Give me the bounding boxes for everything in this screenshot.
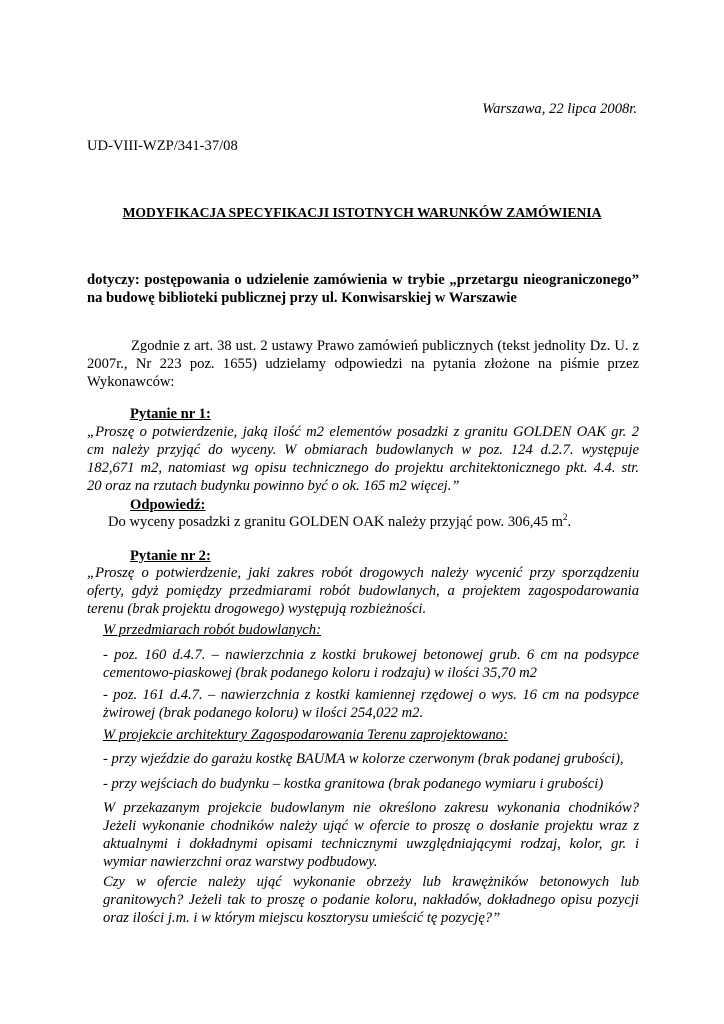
item-line: - poz. 160 d.4.7. – nawierzchnia z kostki brukowej betonowej grub. 6 cm na podsypce bbox=[103, 647, 639, 663]
reference-number: UD-VIII-WZP/341-37/08 bbox=[87, 138, 238, 154]
answer-end: . bbox=[567, 514, 572, 530]
question-line: „Proszę o potwierdzenie, jaką ilość m2 elementów posadzki z granitu GOLDEN OAK gr. 2 bbox=[87, 424, 639, 440]
question-line: 20 oraz na rzutach budynku powinno być o ok. 165 m2 więcej.” bbox=[87, 478, 460, 494]
question-line: terenu (brak projektu drogowego) występują rozbieżności. bbox=[87, 601, 427, 617]
superscript: 2 bbox=[563, 512, 568, 523]
subheading-zagospodarowanie: W projekcie architektury Zagospodarowania Terenu zaprojektowano: bbox=[103, 727, 508, 743]
paragraph-line: granitowych? Jeżeli tak to proszę o podanie koloru, nakładów, dokładnego opisu pozycji bbox=[103, 892, 639, 908]
question-line: oferty, gdyż pomiędzy przedmiarami robót budowlanych, a projektem zagospodarowania bbox=[87, 583, 639, 599]
subject-block bbox=[87, 271, 639, 307]
item-line: cementowo-piaskowej (brak podanego koloru i rodzaju) w ilości 35,70 m2 bbox=[103, 665, 537, 681]
intro-line: Wykonawców: bbox=[87, 374, 175, 390]
paragraph-line: Czy w ofercie należy ująć wykonanie obrzeży lub krawężników betonowych lub bbox=[103, 874, 639, 890]
answer-text: Do wyceny posadzki z granitu GOLDEN OAK należy przyjąć pow. 306,45 m bbox=[108, 514, 563, 530]
question-line: cm należy przyjąć do wyceny. W obmiarach budowlanych w poz. 124 d.2.7. występuje bbox=[87, 442, 639, 458]
intro-paragraph bbox=[87, 337, 639, 391]
subject-line: dotyczy: postępowania o udzielenie zamówienia w trybie „przetargu nieograniczonego” bbox=[87, 272, 639, 288]
answer-1-text bbox=[108, 513, 571, 531]
paragraph-obrzeza bbox=[103, 873, 639, 927]
item-line: żwirowej (brak podanego koloru) w ilości 254,022 m2. bbox=[103, 705, 424, 721]
paragraph-line: wymiar nawierzchni oraz warstwy podbudowy. bbox=[103, 854, 378, 870]
item-garaz: - przy wjeździe do garażu kostkę BAUMA w kolorze czerwonym (brak podanej grubości), bbox=[103, 751, 624, 767]
item-poz-161 bbox=[103, 686, 639, 722]
subheading-przedmiary: W przedmiarach robót budowlanych: bbox=[103, 622, 321, 638]
item-wejscia: - przy wejściach do budynku – kostka granitowa (brak podanego wymiaru i grubości) bbox=[103, 776, 604, 792]
question-line: 182,671 m2, natomiast wg opisu technicznego do projektu architektonicznego pkt. 4.4. str. bbox=[87, 460, 639, 476]
document-title: MODYFIKACJA SPECYFIKACJI ISTOTNYCH WARUNKÓW ZAMÓWIENIA bbox=[122, 205, 602, 220]
document-date: Warszawa, 22 lipca 2008r. bbox=[482, 101, 637, 117]
paragraph-chodniki bbox=[103, 799, 639, 871]
question-line: „Proszę o potwierdzenie, jaki zakres robót drogowych należy wycenić przy sporządzeniu bbox=[87, 565, 639, 581]
paragraph-line: Jeżeli wykonanie chodników należy ująć w ofercie to proszę o dosłanie projektu wraz z bbox=[103, 818, 639, 834]
question-1-heading: Pytanie nr 1: bbox=[130, 406, 211, 422]
item-poz-160 bbox=[103, 646, 639, 682]
answer-1-heading: Odpowiedź: bbox=[130, 497, 206, 513]
intro-line: Zgodnie z art. 38 ust. 2 ustawy Prawo zamówień publicznych (tekst jednolity Dz. U. z bbox=[131, 338, 639, 354]
question-1-text bbox=[87, 423, 639, 495]
question-2-intro bbox=[87, 564, 639, 618]
item-line: - poz. 161 d.4.7. – nawierzchnia z kostki kamiennej rzędowej o wys. 16 cm na podsypce bbox=[103, 687, 639, 703]
paragraph-line: oraz ilości j.m. i w którym miejscu kosztorysu umieścić tę pozycję?” bbox=[103, 910, 501, 926]
subject-line: na budowę biblioteki publicznej przy ul. Konwisarskiej w Warszawie bbox=[87, 290, 517, 306]
paragraph-line: W przekazanym projekcie budowlanym nie określono zakresu wykonania chodników? bbox=[103, 800, 639, 816]
paragraph-line: aktualnymi i dokładnymi opisami technicznymi uwzględniającymi rodzaj, kolor, gr. i bbox=[103, 836, 639, 852]
intro-line: 2007r., Nr 223 poz. 1655) udzielamy odpowiedzi na pytania złożone na piśmie przez bbox=[87, 356, 639, 372]
question-2-heading: Pytanie nr 2: bbox=[130, 548, 211, 564]
